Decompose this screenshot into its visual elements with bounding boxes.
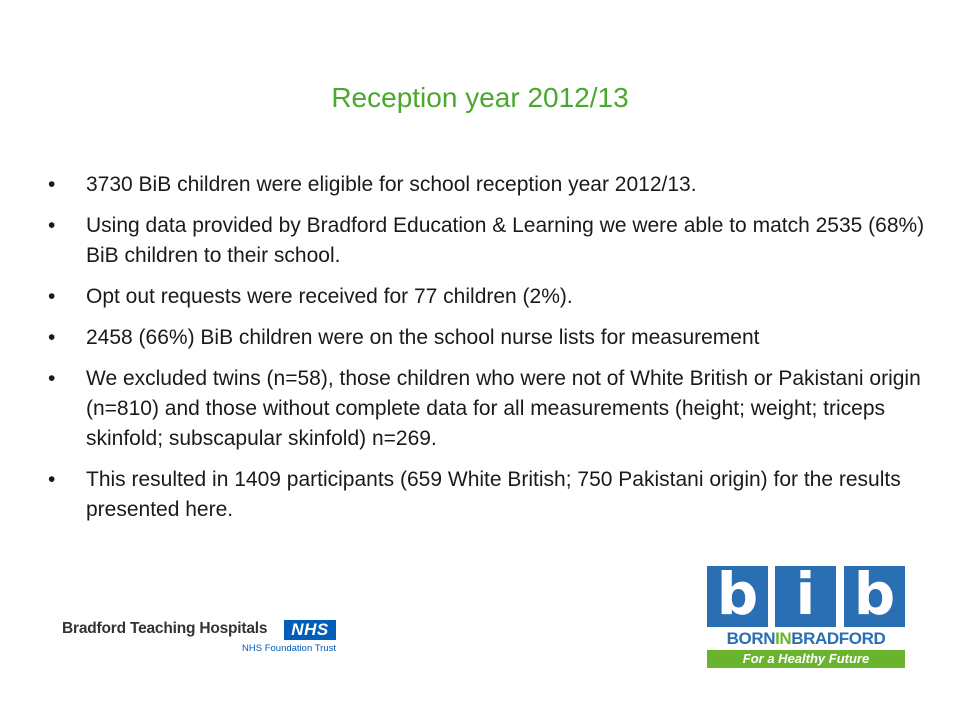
bib-logo-letter: i [775,566,836,627]
bullet-icon: • [48,285,56,308]
bullet-item [48,465,928,525]
bth-logo-name: Bradford Teaching Hospitals [62,620,268,637]
bullet-icon: • [48,214,56,237]
bullet-text: Using data provided by Bradford Education & Learning we were able to match 2535 (68%) BiB children to their school. [86,214,925,267]
bullet-text: Opt out requests were received for 77 children (2%). [86,285,573,308]
bradford-teaching-hospitals-logo [62,618,338,662]
bullet-item [48,364,928,454]
bib-word-in: IN [775,629,792,648]
bullet-text: We excluded twins (n=58), those children who were not of White British or Pakistani origin (n=810) and those without complete data for all measurements (height; weight; triceps skinfold; subscapular skinfold) n=269. [86,367,921,450]
bullet-item [48,211,928,271]
bullet-icon: • [48,468,56,491]
bib-word-born: BORN [726,629,776,648]
bib-word-bradford: BRADFORD [791,629,886,648]
bib-logo-letter: b [844,566,905,627]
slide-title: Reception year 2012/13 [331,82,629,113]
bullet-list [48,170,928,536]
bullet-icon: • [48,173,56,196]
born-in-bradford-logo [707,560,905,670]
bib-logo-tagline: For a Healthy Future [707,650,905,668]
bullet-item [48,282,928,312]
bullet-text: 3730 BiB children were eligible for school reception year 2012/13. [86,173,697,196]
bullet-icon: • [48,326,56,349]
bullet-text: This resulted in 1409 participants (659 White British; 750 Pakistani origin) for the results presented here. [86,468,901,521]
bib-logo-letter: b [707,566,768,627]
bth-logo-subtitle: NHS Foundation Trust [242,643,336,654]
bullet-text: 2458 (66%) BiB children were on the school nurse lists for measurement [86,326,760,349]
bullet-item [48,170,928,200]
bullet-item [48,323,928,353]
bullet-icon: • [48,367,56,390]
nhs-badge: NHS [284,620,336,640]
bib-logo-wordmark [707,629,905,649]
